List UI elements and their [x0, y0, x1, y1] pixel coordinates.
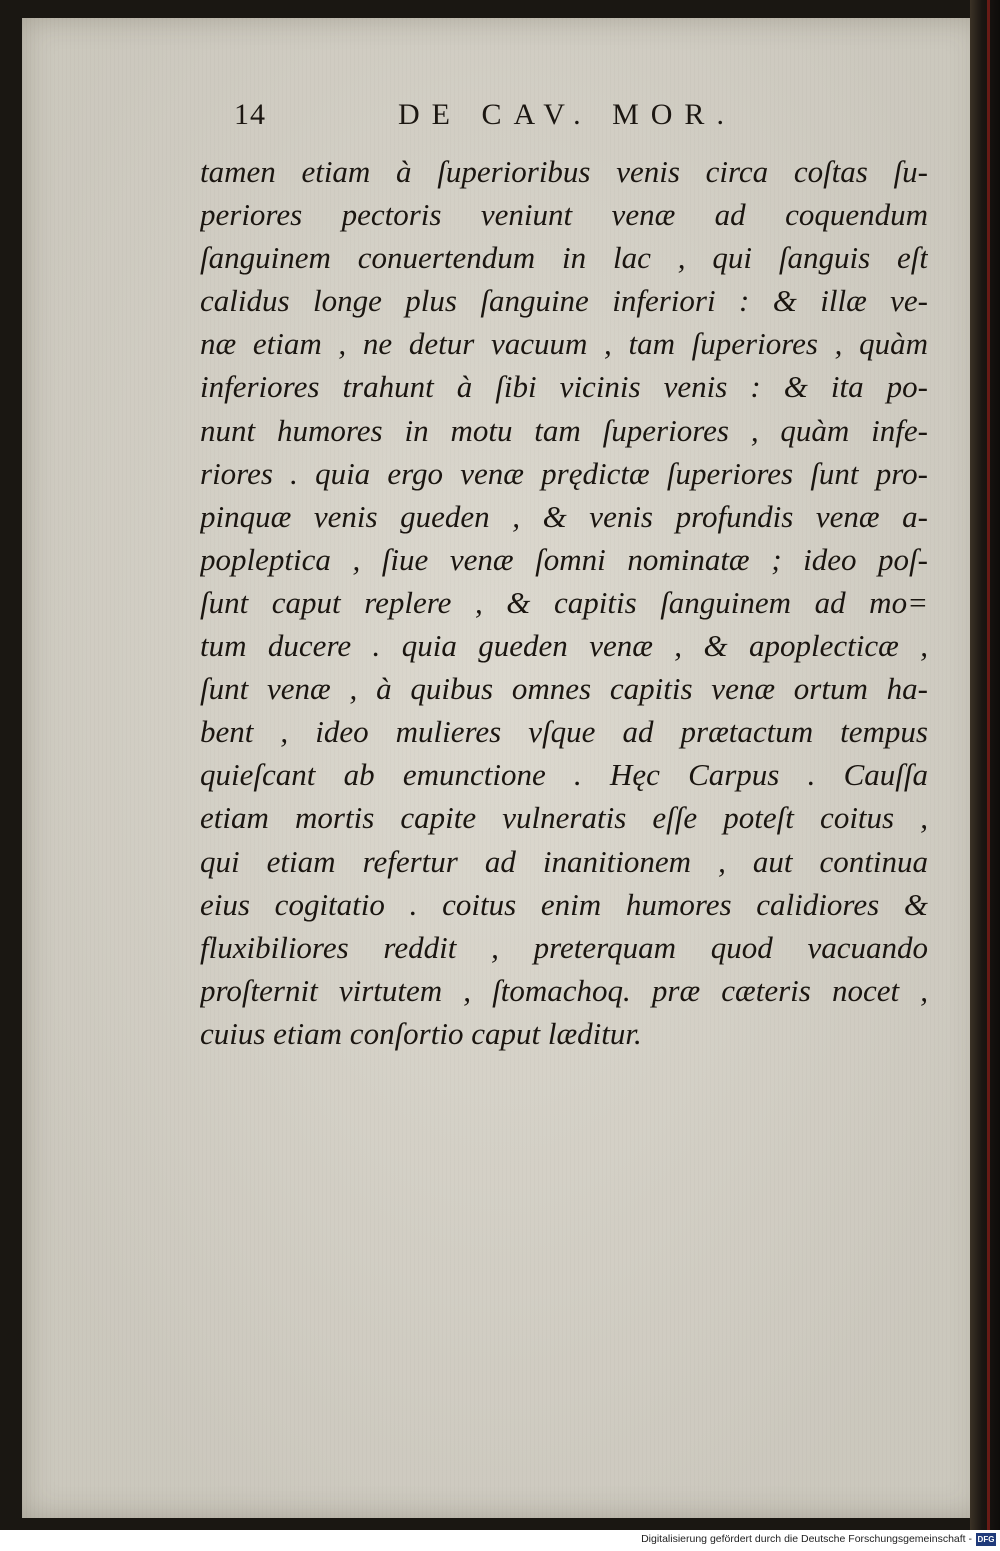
funding-note: Digitalisierung gefördert durch die Deutsche Forschungsgemeinschaft -	[641, 1533, 972, 1545]
text-line: tum ducere . quia gueden venæ , & apoplecticæ ,	[200, 628, 928, 664]
text-line: ſunt caput replere , & capitis ſanguinem ad mo=	[200, 584, 928, 620]
book-gutter	[970, 0, 1000, 1530]
text-line: tamen etiam à ſuperioribus venis circa coſtas ſu-	[200, 154, 928, 189]
running-title: DE CAV. MOR.	[398, 98, 736, 131]
text-line: fluxibiliores reddit , preterquam quod vacuando	[200, 929, 928, 965]
running-head	[234, 98, 754, 138]
text-line: calidus longe plus ſanguine inferiori : & illæ ve-	[200, 283, 928, 319]
text-line: inferiores trahunt à ſibi vicinis venis : & ita po-	[200, 369, 928, 405]
text-line: cuius etiam conſortio caput læditur.	[200, 1015, 642, 1051]
gutter-ribbon	[987, 0, 990, 1530]
text-line: nunt humores in motu tam ſuperiores , quàm infe-	[200, 412, 928, 448]
text-line: popleptica , ſiue venæ ſomni nominatæ ; ideo poſ-	[200, 541, 928, 577]
text-line: eius cogitatio . coitus enim humores calidiores &	[200, 886, 928, 922]
text-line: periores pectoris veniunt venæ ad coquendum	[200, 197, 928, 233]
text-line: riores . quia ergo venæ prędictæ ſuperiores ſunt pro-	[200, 455, 928, 491]
text-line: næ etiam , ne detur vacuum , tam ſuperiores , quàm	[200, 326, 928, 362]
text-line: qui etiam refertur ad inanitionem , aut continua	[200, 843, 928, 879]
text-line: ſunt venæ , à quibus omnes capitis venæ ortum ha-	[200, 671, 928, 707]
page-number: 14	[234, 98, 266, 131]
text-line: ſanguinem conuertendum in lac , qui ſanguis eſt	[200, 240, 928, 276]
text-line: pinquæ venis gueden , & venis profundis venæ a-	[200, 498, 928, 534]
body-text	[200, 150, 928, 1055]
text-line: bent , ideo mulieres vſque ad prætactum tempus	[200, 714, 928, 750]
text-line: etiam mortis capite vulneratis eſſe poteſt coitus ,	[200, 800, 928, 836]
text-line: proſternit virtutem , ſtomachoq. præ cæteris nocet ,	[200, 972, 928, 1008]
text-line: quieſcant ab emunctione . Hęc Carpus . Cauſſa	[200, 757, 928, 793]
dfg-logo: DFG	[977, 1535, 995, 1544]
footer-bar	[0, 1530, 1000, 1551]
